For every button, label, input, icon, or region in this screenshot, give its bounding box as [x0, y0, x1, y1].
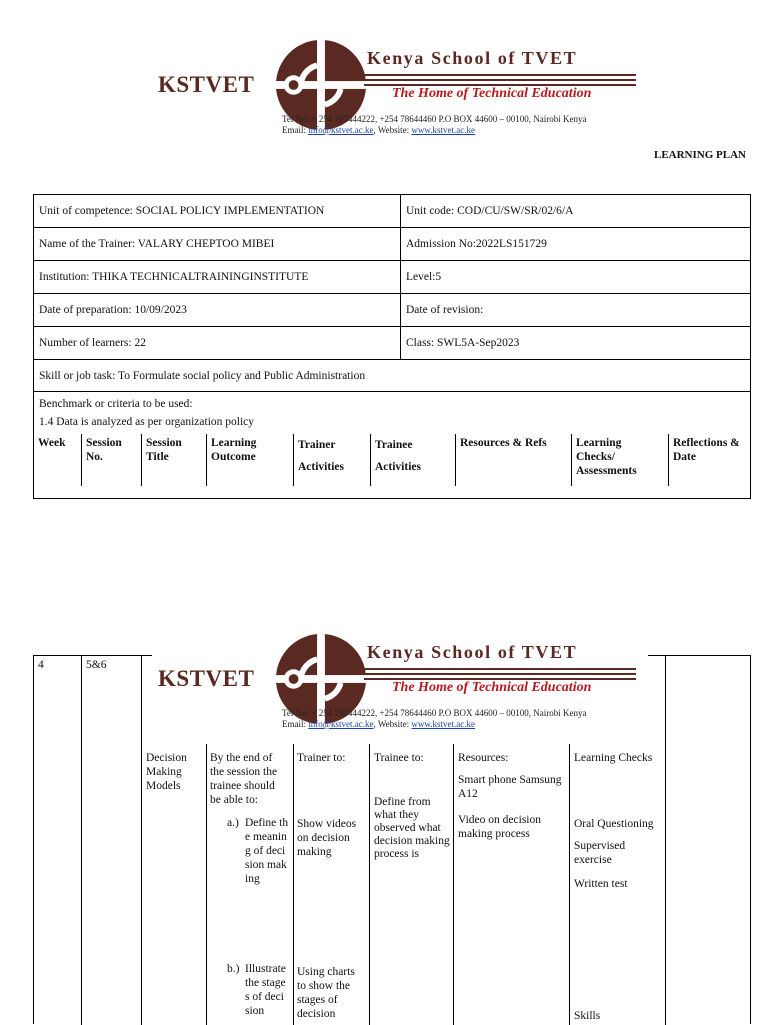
benchmark-value: 1.4 Data is analyzed as per organization policy [39, 416, 255, 428]
learning-plan-info-table [33, 194, 751, 499]
col-trainee-activities-label: Trainee Activities [375, 439, 421, 473]
table-row [34, 228, 750, 261]
table-row [34, 195, 750, 228]
col-trainer-activities [294, 434, 371, 486]
letterhead-rule [364, 668, 636, 670]
contact-line: Tel No: + 254 707444222, +254 78644460 P.O BOX 44600 – 00100, Nairobi Kenya [282, 708, 587, 718]
col-learning-checks-label: Learning Checks/ Assessments [576, 437, 637, 477]
email-website-line [282, 125, 587, 136]
outcome-b-marker: b.) [227, 963, 240, 975]
class-field: Class: SWL5A-Sep2023 [406, 337, 520, 349]
trainer-intro: Trainer to: [297, 752, 346, 764]
letterhead-rule [364, 79, 636, 81]
column-divider [665, 656, 666, 1025]
contact-line: Tel No: + 254 707444222, +254 78644460 P.O BOX 44600 – 00100, Nairobi Kenya [282, 114, 587, 124]
email-label: Email: [282, 125, 306, 135]
website-link[interactable]: www.kstvet.ac.ke [411, 719, 476, 729]
institution-name: Kenya School of TVET [367, 642, 578, 662]
benchmark-block [34, 392, 750, 434]
contact-block [282, 114, 587, 136]
contact-block [282, 708, 587, 730]
number-of-learners: Number of learners: 22 [34, 327, 401, 359]
column-divider [141, 656, 142, 1025]
check-4: Skills [574, 1010, 601, 1022]
resources-intro: Resources: [458, 752, 509, 764]
trainee-activity-a: Define from what they observed what decision making process is [374, 796, 450, 860]
date-of-preparation: Date of preparation: 10/09/2023 [34, 294, 401, 326]
date-of-revision: Date of revision: [406, 304, 484, 316]
table-row [34, 392, 750, 498]
document-title: LEARNING PLAN [654, 149, 746, 161]
resource-2: Video on decision making process [458, 814, 541, 840]
institution-field: Institution: THIKA TECHNICALTRAININGINSTITUTE [34, 261, 401, 293]
week-value: 4 [38, 659, 44, 671]
email-label: Email: [282, 719, 306, 729]
checks-intro: Learning Checks [574, 752, 653, 764]
outcome-a: Define the meaning of decision making [245, 817, 289, 885]
column-divider [206, 744, 207, 1025]
session-no-value: 5&6 [86, 659, 107, 671]
website-link[interactable]: www.kstvet.ac.ke [411, 125, 476, 135]
institution-name: Kenya School of TVET [367, 48, 578, 68]
col-session-no: Session No. [82, 434, 142, 486]
col-trainee-activities [371, 434, 456, 486]
trainer-activity-b: Using charts to show the stages of decision [297, 966, 355, 1020]
column-divider [369, 744, 370, 1025]
column-divider [453, 744, 454, 1025]
column-divider [293, 744, 294, 1025]
col-learning-checks [572, 434, 669, 486]
trainee-intro: Trainee to: [374, 752, 424, 764]
check-1: Oral Questioning [574, 818, 654, 830]
check-3: Written test [574, 878, 628, 890]
col-session-title: Session Title [142, 434, 207, 486]
outcome-b: Illustrate the stages of decision [245, 963, 286, 1017]
table-row [34, 261, 750, 294]
column-divider [81, 656, 82, 1025]
col-week: Week [34, 434, 82, 486]
outcome-intro: By the end of the session the trainee should be able to: [210, 752, 278, 806]
col-trainer-activities-label: Trainer Activities [298, 439, 344, 473]
skill-or-job-task: Skill or job task: To Formulate social policy and Public Administration [39, 369, 366, 382]
col-reflections: Reflections & Date [673, 437, 740, 463]
unit-code: Unit code: COD/CU/SW/SR/02/6/A [406, 205, 574, 217]
table-row [34, 360, 750, 392]
trainer-activity-a: Show videos on decision making [297, 818, 357, 858]
table-row [34, 327, 750, 360]
letterhead-rule [364, 673, 636, 675]
institution-tagline: The Home of Technical Education [392, 680, 592, 695]
check-2: Supervised exercise [574, 840, 626, 866]
outcome-a-marker: a.) [227, 817, 239, 829]
brand-wordmark: KSTVET [158, 666, 255, 691]
brand-wordmark: KSTVET [158, 72, 255, 97]
institution-tagline: The Home of Technical Education [392, 86, 592, 101]
letterhead-page-2 [152, 630, 648, 734]
col-resources: Resources & Refs [456, 434, 572, 486]
resource-1: Smart phone Samsung A12 [458, 774, 562, 800]
website-label: , Website: [373, 719, 410, 729]
col-learning-outcome: Learning Outcome [207, 434, 294, 486]
session-title-value: Decision Making Models [146, 752, 187, 792]
unit-of-competence: Unit of competence: SOCIAL POLICY IMPLEMENTATION [34, 195, 401, 227]
column-header-row [34, 434, 750, 486]
trainer-name: Name of the Trainer: VALARY CHEPTOO MIBEI [34, 228, 401, 260]
letterhead [152, 36, 652, 146]
email-website-line [282, 719, 587, 730]
column-divider [569, 744, 570, 1025]
admission-no: Admission No:2022LS151729 [406, 238, 547, 250]
table-row [34, 294, 750, 327]
level-field: Level:5 [406, 271, 442, 283]
website-label: , Website: [373, 125, 410, 135]
email-link[interactable]: info@kstvet.ac.ke [308, 719, 374, 729]
letterhead-rule [364, 74, 636, 76]
benchmark-label: Benchmark or criteria to be used: [39, 398, 193, 410]
email-link[interactable]: info@kstvet.ac.ke [308, 125, 374, 135]
